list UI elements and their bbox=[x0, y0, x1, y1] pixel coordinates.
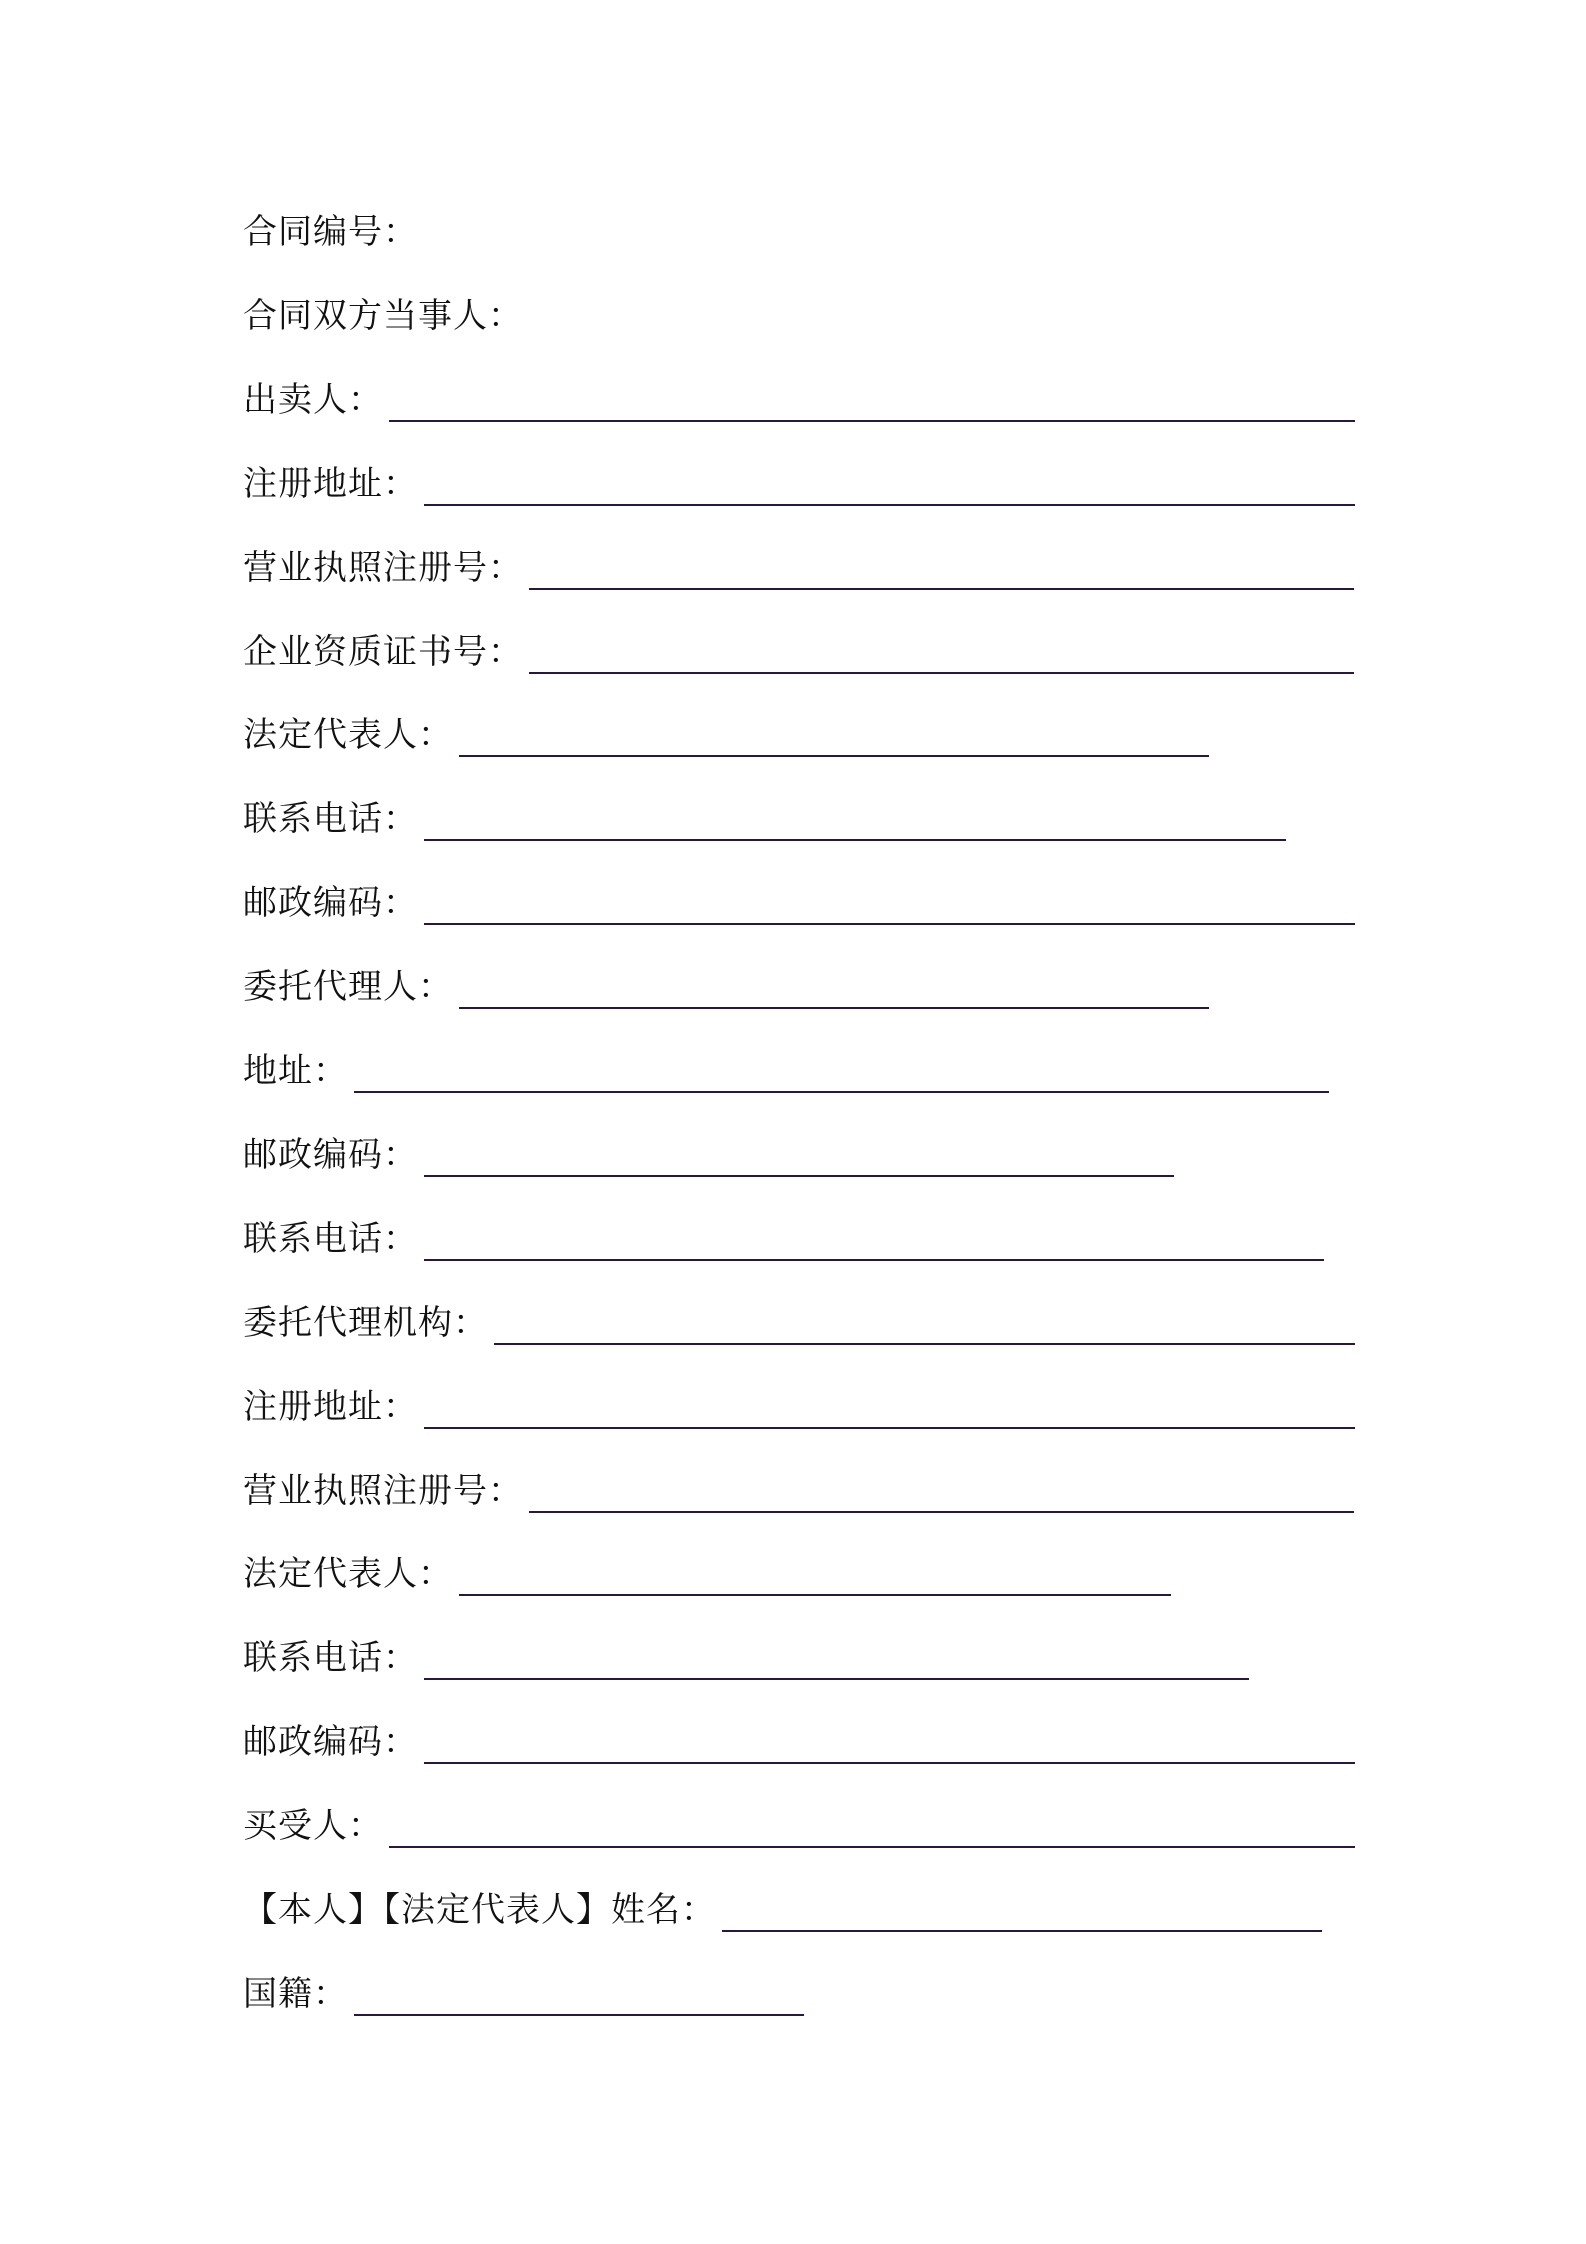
seller-qualification-cert-blank[interactable] bbox=[529, 672, 1354, 674]
seller-postcode-blank[interactable] bbox=[424, 923, 1355, 925]
agency-line bbox=[243, 1289, 1355, 1349]
agent-phone-line bbox=[243, 1205, 1324, 1265]
buyer-label: 买受人： bbox=[243, 1806, 383, 1846]
seller-business-license-line bbox=[243, 534, 1354, 594]
seller-phone-blank[interactable] bbox=[424, 839, 1286, 841]
agent-address-line bbox=[243, 1037, 1329, 1097]
agency-blank[interactable] bbox=[494, 1343, 1355, 1345]
buyer-nationality-label: 国籍： bbox=[243, 1974, 348, 2014]
agent-postcode-blank[interactable] bbox=[424, 1175, 1174, 1177]
agent-postcode-label: 邮政编码： bbox=[243, 1135, 418, 1175]
buyer-nationality-blank[interactable] bbox=[354, 2014, 804, 2016]
contract-number-line bbox=[243, 198, 418, 258]
agent-blank[interactable] bbox=[459, 1007, 1209, 1009]
agent-label: 委托代理人： bbox=[243, 967, 453, 1007]
agency-phone-label: 联系电话： bbox=[243, 1638, 418, 1678]
buyer-line bbox=[243, 1792, 1355, 1852]
buyer-blank[interactable] bbox=[389, 1846, 1355, 1848]
contract-parties-line bbox=[243, 282, 523, 342]
agency-legal-rep-blank[interactable] bbox=[459, 1594, 1171, 1596]
seller-blank[interactable] bbox=[389, 420, 1355, 422]
contract-number-label: 合同编号： bbox=[243, 212, 418, 252]
seller-label: 出卖人： bbox=[243, 380, 383, 420]
seller-qualification-cert-line bbox=[243, 618, 1354, 678]
agency-business-license-label: 营业执照注册号： bbox=[243, 1471, 523, 1511]
contract-parties-label: 合同双方当事人： bbox=[243, 296, 523, 336]
agency-postcode-blank[interactable] bbox=[424, 1762, 1355, 1764]
seller-postcode-label: 邮政编码： bbox=[243, 883, 418, 923]
agent-phone-label: 联系电话： bbox=[243, 1219, 418, 1259]
seller-postcode-line bbox=[243, 869, 1355, 929]
agency-phone-line bbox=[243, 1624, 1249, 1684]
agency-legal-rep-label: 法定代表人： bbox=[243, 1554, 453, 1594]
seller-registered-address-line bbox=[243, 450, 1355, 510]
buyer-nationality-line bbox=[243, 1960, 804, 2020]
seller-phone-line bbox=[243, 785, 1286, 845]
agent-phone-blank[interactable] bbox=[424, 1259, 1324, 1261]
seller-business-license-blank[interactable] bbox=[529, 588, 1354, 590]
seller-line bbox=[243, 366, 1355, 426]
seller-phone-label: 联系电话： bbox=[243, 799, 418, 839]
agent-address-label: 地址： bbox=[243, 1051, 348, 1091]
seller-qualification-cert-label: 企业资质证书号： bbox=[243, 632, 523, 672]
agent-postcode-line bbox=[243, 1121, 1174, 1181]
agency-label: 委托代理机构： bbox=[243, 1303, 488, 1343]
seller-legal-rep-line bbox=[243, 701, 1209, 761]
agency-business-license-line bbox=[243, 1457, 1354, 1517]
agency-phone-blank[interactable] bbox=[424, 1678, 1249, 1680]
seller-legal-rep-blank[interactable] bbox=[459, 755, 1209, 757]
agency-business-license-blank[interactable] bbox=[529, 1511, 1354, 1513]
seller-registered-address-blank[interactable] bbox=[424, 504, 1355, 506]
seller-legal-rep-label: 法定代表人： bbox=[243, 715, 453, 755]
agent-address-blank[interactable] bbox=[354, 1091, 1329, 1093]
agency-registered-address-line bbox=[243, 1373, 1355, 1433]
seller-registered-address-label: 注册地址： bbox=[243, 464, 418, 504]
buyer-name-line bbox=[243, 1876, 1322, 1936]
agent-line bbox=[243, 953, 1209, 1013]
agency-postcode-label: 邮政编码： bbox=[243, 1722, 418, 1762]
seller-business-license-label: 营业执照注册号： bbox=[243, 548, 523, 588]
agency-legal-rep-line bbox=[243, 1540, 1171, 1600]
buyer-name-blank[interactable] bbox=[722, 1930, 1322, 1932]
agency-postcode-line bbox=[243, 1708, 1355, 1768]
agency-registered-address-label: 注册地址： bbox=[243, 1387, 418, 1427]
buyer-name-label: 【本人】【法定代表人】姓名： bbox=[243, 1890, 716, 1930]
agency-registered-address-blank[interactable] bbox=[424, 1427, 1355, 1429]
